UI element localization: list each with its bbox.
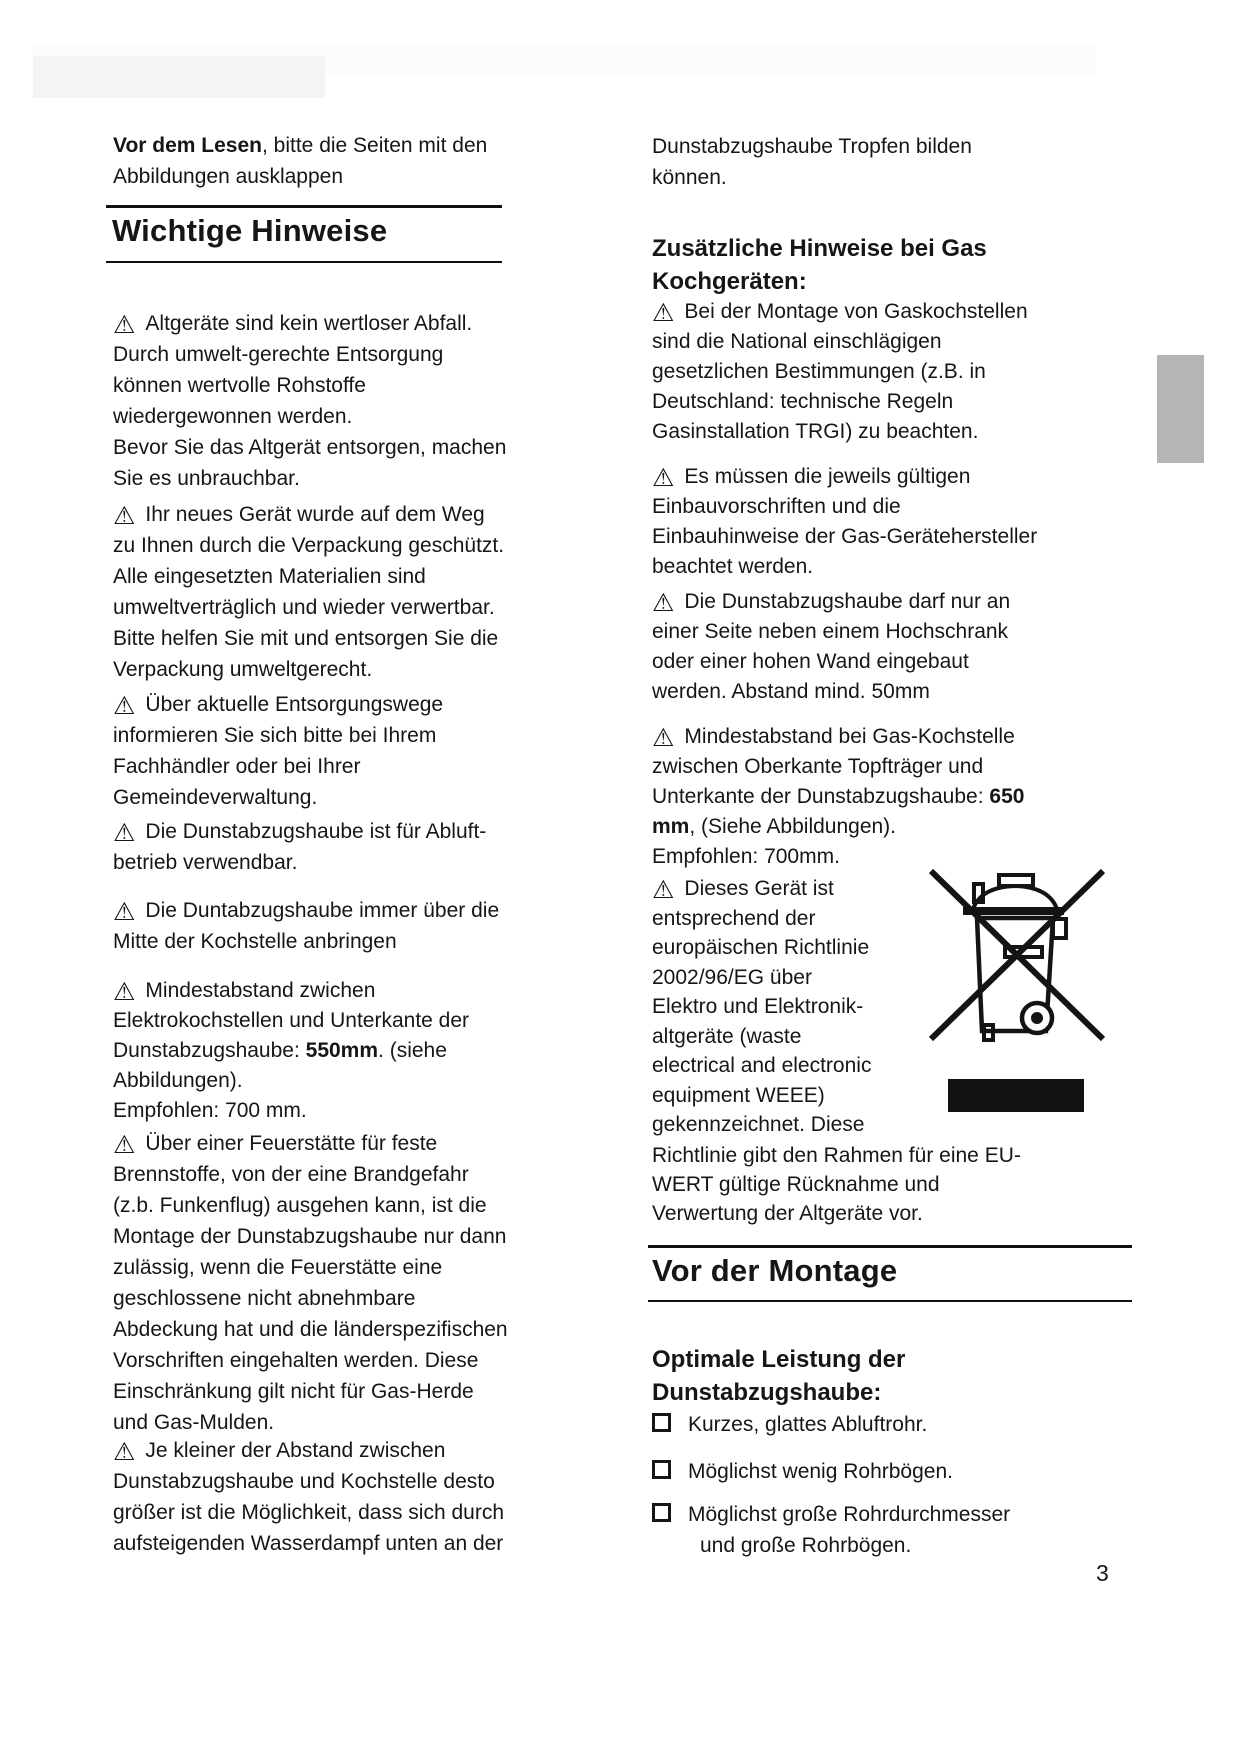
subheading-gas-kochgeraete	[652, 232, 987, 298]
text-line: umweltverträglich und wieder verwertbar.	[113, 596, 495, 619]
text-line: Verpackung umweltgerecht.	[113, 658, 373, 681]
text-line: zwischen Oberkante Topfträger und	[652, 755, 984, 778]
text-line: geschlossene nicht abnehmbare	[113, 1287, 416, 1310]
text-line: gekennzeichnet. Diese	[652, 1113, 865, 1136]
text-line: Dunstabzugshaube Tropfen bilden	[652, 135, 972, 158]
text-line: wiedergewonnen werden.	[113, 405, 353, 428]
text-line: Altgeräte sind kein wertloser Abfall.	[145, 312, 473, 335]
text-line: Die Duntabzugshaube immer über die	[145, 899, 500, 922]
black-redaction-bar	[948, 1079, 1084, 1112]
text-line: equipment WEEE)	[652, 1083, 825, 1107]
text-line: Abbildungen).	[113, 1069, 243, 1092]
text-line: WERT gültige Rücknahme und	[652, 1173, 940, 1196]
text-line: Einbauhinweise der Gas-Gerätehersteller	[652, 525, 1038, 548]
text-line: Unterkante der Dunstabzugshaube: 650	[652, 785, 1025, 808]
warning-paragraph	[113, 816, 486, 878]
text-line: Brennstoffe, von der eine Brandgefahr	[113, 1163, 469, 1186]
checkbox-icon	[652, 1460, 671, 1479]
section-heading-vor-der-montage: Vor der Montage	[652, 1253, 898, 1288]
text-line: Elektrokochstellen und Unterkante der	[113, 1009, 470, 1032]
text-line: Alle eingesetzten Materialien sind	[113, 565, 426, 588]
text-line: , bitte die Seiten mit den	[262, 134, 488, 157]
text-line: Fachhändler oder bei Ihrer	[113, 755, 361, 778]
warning-paragraph	[113, 1435, 504, 1559]
text-line: beachtet werden.	[652, 555, 814, 578]
text-line: einer Seite neben einem Hochschrank	[652, 620, 1009, 643]
text-line: Möglichst wenig Rohrbögen.	[688, 1460, 953, 1483]
text-line: Mitte der Kochstelle anbringen	[113, 930, 397, 953]
text-line: (z.b. Funkenflug) ausgehen kann, ist die	[113, 1194, 487, 1217]
bold-value-650: 650	[989, 785, 1025, 808]
checklist-item	[652, 1456, 953, 1487]
text-line: Abbildungen ausklappen	[113, 165, 344, 188]
text-line: Die Dunstabzugshaube ist für Abluft-	[145, 820, 487, 843]
intro-bold: Vor dem Lesen	[113, 134, 262, 157]
checklist-item	[652, 1499, 1010, 1561]
text-line: Dieses Gerät ist	[684, 877, 834, 900]
heading-rule-top	[106, 205, 502, 208]
bold-value-550mm: 550mm	[305, 1039, 379, 1062]
text-line: Bei der Montage von Gaskochstellen	[684, 300, 1028, 323]
warning-paragraph	[113, 689, 443, 813]
warning-paragraph	[113, 895, 499, 957]
text-line: aufsteigenden Wasserdampf unten an der	[113, 1532, 504, 1555]
text-line: zulässig, wenn die Feuerstätte eine	[113, 1256, 443, 1279]
warning-icon: ⚠	[113, 501, 136, 530]
warning-icon: ⚠	[652, 298, 675, 327]
checklist-item	[652, 1409, 927, 1440]
text-line: Es müssen die jeweils gültigen	[684, 465, 971, 488]
warning-paragraph	[652, 462, 1037, 582]
text-line: Dunstabzugshaube und Kochstelle desto	[113, 1470, 495, 1493]
checkbox-icon	[652, 1413, 671, 1432]
warning-paragraph	[652, 874, 871, 1140]
text-line: und Gas-Mulden.	[113, 1411, 275, 1434]
page-number: 3	[1096, 1560, 1109, 1586]
text-line: Elektro und Elektronik-	[652, 995, 864, 1018]
text-line: zu Ihnen durch die Verpackung geschützt.	[113, 534, 505, 557]
text-line: Dunstabzugshaube: 550mm. (siehe	[113, 1039, 447, 1062]
text-line: Einschränkung gilt nicht für Gas-Herde	[113, 1380, 474, 1403]
text-line: betrieb verwendbar.	[113, 851, 298, 874]
checkbox-icon	[652, 1503, 671, 1522]
text-line: Kochgeräten:	[652, 268, 807, 295]
text-line: electrical and electronic	[652, 1054, 872, 1077]
text-line: Mindestabstand zwichen	[145, 979, 376, 1002]
text-line: Dunstabzugshaube:	[652, 1379, 882, 1406]
text-line: mm, (Siehe Abbildungen).	[652, 815, 897, 838]
warning-paragraph	[113, 308, 506, 494]
text-line: Die Dunstabzugshaube darf nur an	[684, 590, 1011, 613]
warning-paragraph	[652, 587, 1010, 707]
text-line: Montage der Dunstabzugshaube nur dann	[113, 1225, 507, 1248]
text-line: informieren Sie sich bitte bei Ihrem	[113, 724, 437, 747]
text-line: Gasinstallation TRGI) zu beachten.	[652, 420, 979, 443]
scan-artifact-band	[33, 56, 325, 98]
text-line: Gemeindeverwaltung.	[113, 786, 318, 809]
warning-icon: ⚠	[652, 588, 675, 617]
text-line: werden. Abstand mind. 50mm	[652, 680, 930, 703]
bold-value-mm: mm	[652, 815, 690, 838]
text-line: sind die National einschlägigen	[652, 330, 942, 353]
text-line: Optimale Leistung der	[652, 1346, 906, 1373]
heading-rule-bottom	[106, 261, 502, 263]
warning-icon: ⚠	[113, 1130, 136, 1159]
section-heading-wichtige-hinweise: Wichtige Hinweise	[112, 213, 388, 248]
text-line: Empfohlen: 700mm.	[652, 845, 840, 868]
intro-note	[113, 130, 487, 192]
text-line: Empfohlen: 700 mm.	[113, 1099, 307, 1122]
page-edge-tab	[1157, 355, 1204, 463]
warning-icon: ⚠	[113, 1437, 136, 1466]
warning-paragraph	[652, 297, 1028, 447]
text-line: altgeräte (waste	[652, 1024, 802, 1048]
text-line: oder einer hohen Wand eingebaut	[652, 650, 969, 673]
text-line: größer ist die Möglichkeit, dass sich durch	[113, 1501, 504, 1524]
text-line: Möglichst große Rohrdurchmesser	[688, 1503, 1011, 1526]
text-line: Abdeckung hat und die länderspezifischen	[113, 1318, 508, 1341]
warning-icon: ⚠	[113, 897, 136, 926]
text-line: Mindestabstand bei Gas-Kochstelle	[684, 725, 1015, 748]
text-line: Deutschland: technische Regeln	[652, 390, 954, 413]
weee-crossed-bin-icon	[925, 855, 1110, 1045]
paragraph-continuation	[652, 1141, 1021, 1228]
text-line: Durch umwelt-gerechte Entsorgung	[113, 343, 444, 366]
text-line: Zusätzliche Hinweise bei Gas	[652, 235, 987, 262]
warning-paragraph	[652, 722, 1024, 872]
text-line: Vorschriften eingehalten werden. Diese	[113, 1349, 479, 1372]
text-line: Bevor Sie das Altgerät entsorgen, machen	[113, 436, 507, 459]
text-line: europäischen Richtlinie	[652, 936, 870, 959]
text-line: können wertvolle Rohstoffe	[113, 374, 366, 397]
text-line: 2002/96/EG über	[652, 965, 812, 989]
text-line: Einbauvorschriften und die	[652, 495, 901, 518]
warning-icon: ⚠	[652, 875, 675, 904]
text-line: können.	[652, 166, 727, 189]
text-line: und große Rohrbögen.	[700, 1534, 912, 1557]
text-line: Richtlinie gibt den Rahmen für eine EU-	[652, 1144, 1021, 1167]
heading-rule-bottom	[648, 1300, 1132, 1302]
warning-paragraph	[113, 976, 469, 1126]
warning-icon: ⚠	[113, 310, 136, 339]
continued-paragraph	[652, 131, 972, 193]
text-line: Je kleiner der Abstand zwischen	[145, 1439, 446, 1462]
text-line: entsprechend der	[652, 906, 816, 930]
text-line: Ihr neues Gerät wurde auf dem Weg	[145, 503, 485, 526]
text-line: Über aktuelle Entsorgungswege	[145, 693, 444, 716]
warning-icon: ⚠	[652, 463, 675, 492]
warning-paragraph	[113, 1128, 508, 1438]
text-line: Kurzes, glattes Abluftrohr.	[688, 1413, 928, 1436]
text-line: Über einer Feuerstätte für feste	[145, 1132, 438, 1155]
text-line: gesetzlichen Bestimmungen (z.B. in	[652, 360, 986, 383]
text-line: Sie es unbrauchbar.	[113, 467, 300, 490]
warning-icon: ⚠	[113, 818, 136, 847]
warning-icon: ⚠	[652, 723, 675, 752]
warning-paragraph	[113, 499, 504, 685]
text-line: Verwertung der Altgeräte vor.	[652, 1202, 923, 1225]
text-line: Bitte helfen Sie mit und entsorgen Sie die	[113, 627, 499, 650]
heading-rule-top	[648, 1245, 1132, 1248]
warning-icon: ⚠	[113, 691, 136, 720]
warning-icon: ⚠	[113, 977, 136, 1006]
subheading-optimale-leistung	[652, 1343, 905, 1409]
